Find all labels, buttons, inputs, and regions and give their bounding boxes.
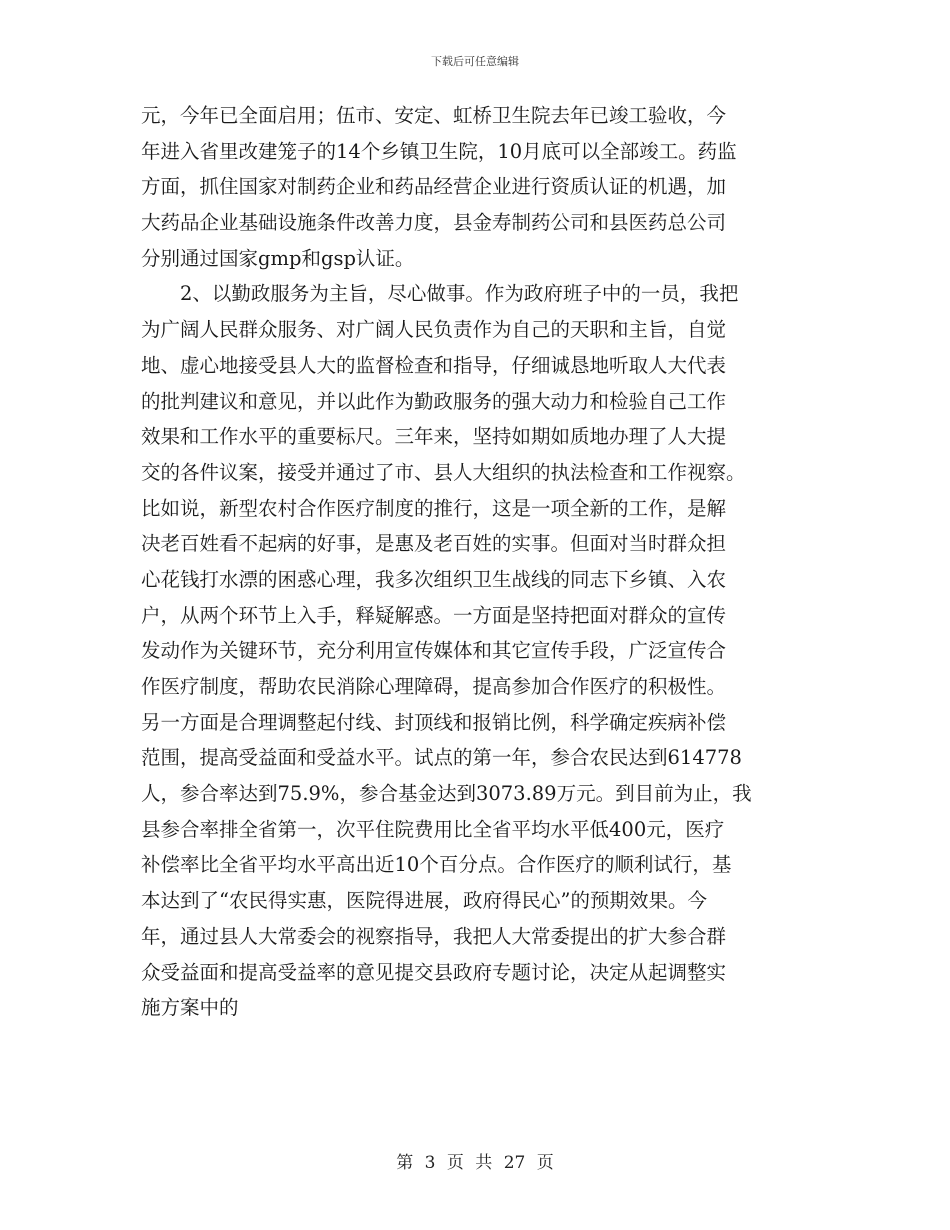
body-line: 交的各件议案，接受并通过了市、县人大组织的执法检查和工作视察。 (141, 460, 746, 484)
body-line: 户，从两个环节上入手，释疑解惑。一方面是坚持把面对群众的宣传 (141, 603, 727, 627)
body-line: 范围，提高受益面和受益水平。试点的第一年，参合农民达到614778 (141, 746, 742, 770)
body-line: 人，参合率达到75.9%，参合基金达到3073.89万元。到目前为止，我 (141, 782, 752, 806)
body-line: 年进入省里改建笼子的14个乡镇卫生院，10月底可以全部竣工。药监 (141, 139, 737, 163)
page-header-note: 下载后可任意编辑 (431, 55, 519, 68)
body-line: 元，今年已全面启用；伍市、安定、虹桥卫生院去年已竣工验收，今 (141, 104, 727, 127)
body-line: 补偿率比全省平均水平高出近10个百分点。合作医疗的顺利试行，基 (141, 853, 732, 877)
body-line: 心花钱打水漂的困惑心理，我多次组织卫生战线的同志下乡镇、入农 (141, 567, 727, 591)
document-body (141, 98, 813, 1026)
body-line: 决老百姓看不起病的好事，是惠及老百姓的实事。但面对当时群众担 (141, 532, 727, 556)
body-line: 众受益面和提高受益率的意见提交县政府专题讨论，决定从起调整实 (141, 960, 727, 984)
body-line: 年，通过县人大常委会的视察指导，我把人大常委提出的扩大参合群 (141, 924, 727, 948)
body-line: 地、虚心地接受县人大的监督检查和指导，仔细诚恳地听取人大代表 (141, 353, 727, 377)
body-line: 发动作为关键环节，充分利用宣传媒体和其它宣传手段，广泛宣传合 (141, 639, 727, 663)
body-line: 县参合率排全省第一，次平住院费用比全省平均水平低400元，医疗 (141, 817, 725, 841)
body-line: 方面，抓住国家对制药企业和药品经营企业进行资质认证的机遇，加 (141, 175, 727, 199)
body-line: 为广阔人民群众服务、对广阔人民负责作为自己的天职和主旨，自觉 (141, 318, 727, 342)
body-line: 另一方面是合理调整起付线、封顶线和报销比例，科学确定疾病补偿 (141, 710, 727, 734)
body-line: 的批判建议和意见，并以此作为勤政服务的强大动力和检验自己工作 (141, 389, 727, 413)
body-line: 作医疗制度，帮助农民消除心理障碍，提高参加合作医疗的积极性。 (141, 675, 727, 698)
body-line: 效果和工作水平的重要标尺。三年来，坚持如期如质地办理了人大提 (141, 425, 727, 449)
page-number-footer: 第 3 页 共 27 页 (396, 1153, 554, 1173)
body-line: 分别通过国家gmp和gsp认证。 (141, 246, 415, 270)
body-line: 比如说，新型农村合作医疗制度的推行，这是一项全新的工作，是解 (141, 496, 727, 520)
body-line: 施方案中的 (141, 996, 239, 1020)
body-line: 大药品企业基础设施条件改善力度，县金寿制药公司和县医药总公司 (141, 211, 727, 235)
body-line: 2、以勤政服务为主旨，尽心做事。作为政府班子中的一员，我把 (141, 282, 739, 306)
body-line: 本达到了“农民得实惠，医院得进展，政府得民心”的预期效果。今 (141, 889, 707, 913)
